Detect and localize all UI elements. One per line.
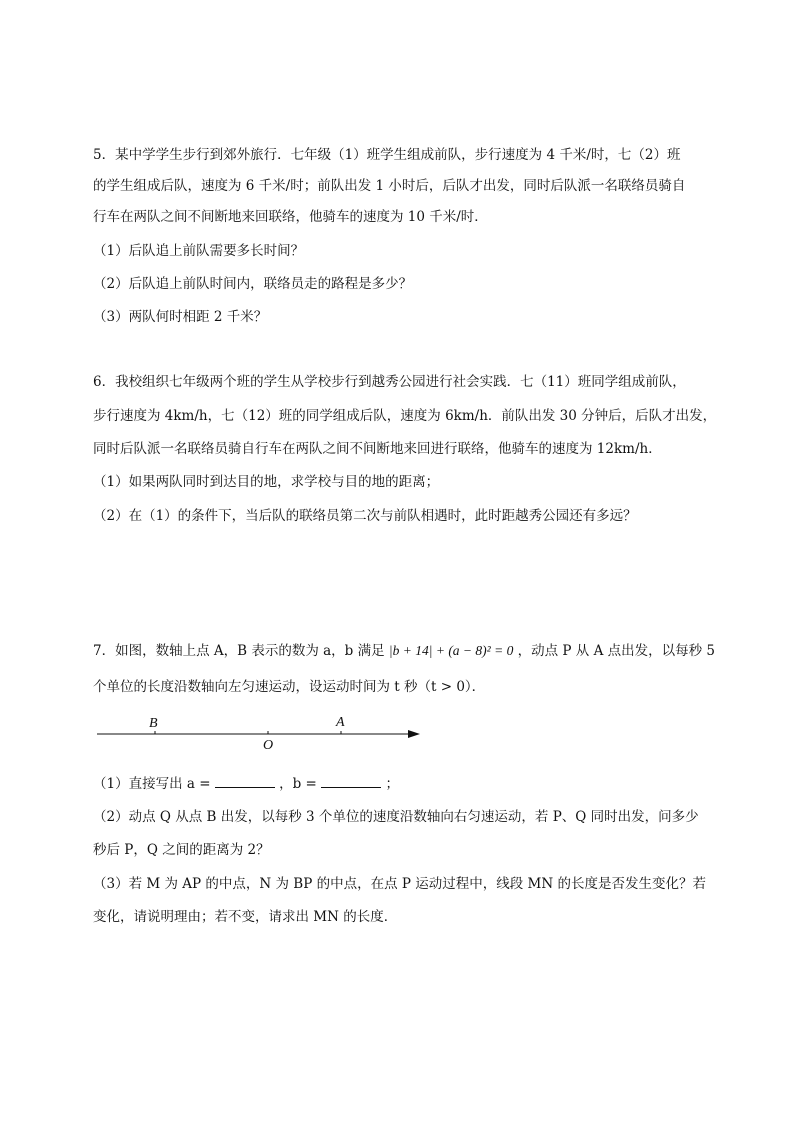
p5-line3: 行车在两队之间不间断地来回联络，他骑车的速度为 10 千米/时． — [93, 209, 488, 225]
p5-line1: 5．某中学学生步行到郊外旅行．七年级（1）班学生组成前队，步行速度为 4 千米/时，七（2）班 — [93, 147, 681, 163]
p7-q1-end: ； — [385, 776, 399, 792]
p7-line1-end: ，动点 P 从 A 点出发，以每秒 5 — [517, 643, 716, 659]
p5-line2: 的学生组成后队，速度为 6 千米/时；前队出发 1 小时后，后队才出发，同时后队派一名联络员骑自 — [93, 178, 686, 194]
p7-question-2-line2: 秒后 P，Q 之间的距离为 2？ — [93, 842, 270, 858]
axis-arrow-icon — [408, 730, 420, 738]
point-b-label: B — [149, 716, 158, 731]
p7-question-1 — [93, 775, 399, 793]
p7-question-3-line2: 变化，请说明理由；若不变，请求出 MN 的长度． — [93, 909, 398, 925]
p7-line1-start: 7．如图，数轴上点 A，B 表示的数为 a，b 满足 — [93, 643, 385, 659]
p6-question-2: （2）在（1）的条件下，当后队的联络员第二次与前队相遇时，此时距越秀公园还有多远？ — [93, 508, 637, 524]
origin-o-label: O — [263, 738, 274, 753]
p6-line2: 步行速度为 4km/h，七（12）班的同学组成后队，速度为 6km/h．前队出发 30 分钟后，后队才出发， — [93, 408, 717, 424]
answer-blank-b[interactable] — [321, 775, 381, 788]
p6-line3: 同时后队派一名联络员骑自行车在两队之间不间断地来回进行联络，他骑车的速度为 12km/h． — [93, 441, 662, 457]
p6-question-1: （1）如果两队同时到达目的地，求学校与目的地的距离； — [93, 474, 440, 490]
p7-line2: 个单位的长度沿数轴向左匀速运动，设运动时间为 t 秒（t > 0）． — [93, 679, 486, 695]
p6-line1: 6．我校组织七年级两个班的学生从学校步行到越秀公园进行社会实践．七（11）班同学组成前队， — [93, 374, 686, 390]
p7-q1-mid: ，b = — [279, 776, 322, 792]
point-a-label: A — [336, 715, 345, 730]
p5-question-3: （3）两队何时相距 2 千米？ — [93, 309, 268, 325]
p5-question-1: （1）后队追上前队需要多长时间？ — [93, 243, 305, 259]
p7-question-3-line1: （3）若 M 为 AP 的中点，N 为 BP 的中点，在点 P 运动过程中，线段 MN 的长度是否发生变化？若 — [93, 876, 706, 892]
p7-equation: |b + 14| + (a − 8)² = 0 — [388, 643, 514, 658]
p5-question-2: （2）后队追上前队时间内，联络员走的路程是多少？ — [93, 276, 413, 292]
answer-blank-a[interactable] — [215, 775, 275, 788]
p7-question-2-line1: （2）动点 Q 从点 B 出发，以每秒 3 个单位的速度沿数轴向右匀速运动，若 P、Q 同时出发，问多少 — [93, 809, 699, 825]
p7-q1-start: （1）直接写出 a = — [93, 776, 215, 792]
